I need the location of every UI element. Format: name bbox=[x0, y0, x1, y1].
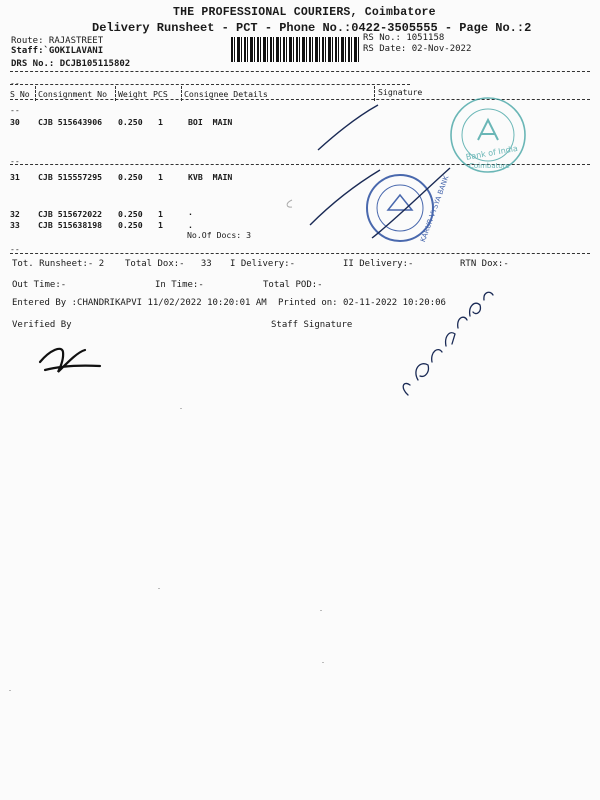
staff-label: Staff:`GOKILAVANI bbox=[11, 46, 104, 56]
bank-of-india-stamp bbox=[451, 98, 525, 172]
row-divider bbox=[10, 164, 590, 165]
row-consignment: CJB 515638198 bbox=[38, 220, 103, 230]
row-details: KVB MAIN bbox=[188, 172, 233, 182]
col-sep-3 bbox=[181, 86, 182, 101]
col-header-details: Consignee Details bbox=[184, 89, 268, 99]
col-sep-2 bbox=[115, 86, 116, 101]
row-pcs: 1 bbox=[158, 209, 163, 219]
total-runsheet: Tot. Runsheet:- 2 bbox=[12, 259, 105, 269]
boi-stamp-city: Coimbatore bbox=[469, 162, 510, 170]
col-header-sno: S No bbox=[10, 89, 30, 99]
table-bottom-divider bbox=[10, 253, 590, 254]
row-details: BOI MAIN bbox=[188, 117, 233, 127]
staff-signature-label: Staff Signature bbox=[271, 320, 353, 330]
signature-stroke-row31 bbox=[310, 168, 450, 238]
i-delivery: I Delivery:- bbox=[230, 259, 296, 269]
company-title: THE PROFESSIONAL COURIERS, Coimbatore bbox=[173, 6, 436, 19]
row-weight: 0.250 bbox=[118, 172, 143, 182]
verified-by: Verified By bbox=[12, 320, 72, 330]
col-sep-4 bbox=[374, 86, 375, 101]
col-header-signature: Signature bbox=[378, 87, 423, 97]
entered-by: Entered By :CHANDRIKAPVI 11/02/2022 10:20:01 AM bbox=[12, 298, 267, 308]
row-consignment: CJB 515672022 bbox=[38, 209, 103, 219]
runsheet-subtitle: Delivery Runsheet - PCT - Phone No.:0422-3505555 - Page No.:2 bbox=[92, 21, 532, 35]
row-sno: 33 bbox=[10, 220, 20, 230]
row-pcs: 1 bbox=[158, 117, 163, 127]
row-weight: 0.250 bbox=[118, 117, 143, 127]
row-marks: -- bbox=[10, 244, 20, 254]
kvb-stamp-text: KARUR VYSYA BANK bbox=[419, 174, 451, 244]
divider-top-2 bbox=[10, 84, 410, 85]
scan-speck bbox=[320, 610, 322, 611]
in-time: In Time:- bbox=[155, 280, 204, 290]
header-underline bbox=[10, 99, 590, 100]
row-marks: -- bbox=[10, 105, 20, 115]
ii-delivery: II Delivery:- bbox=[343, 259, 414, 269]
scan-speck bbox=[9, 690, 11, 691]
row-consignment: CJB 515643906 bbox=[38, 117, 103, 127]
karur-vysya-stamp bbox=[367, 174, 451, 243]
row-pcs: 1 bbox=[158, 172, 163, 182]
signature-stroke-row30 bbox=[318, 105, 378, 150]
printed-on: Printed on: 02-11-2022 10:20:06 bbox=[278, 298, 446, 308]
divider-dash-marks: -- bbox=[10, 78, 20, 88]
scan-speck bbox=[158, 588, 160, 589]
out-time: Out Time:- bbox=[12, 280, 67, 290]
row-details: . bbox=[188, 207, 193, 217]
rtn-dox: RTN Dox:- bbox=[460, 259, 509, 269]
boi-stamp-text: Bank of India bbox=[465, 143, 519, 162]
row-weight: 0.250 bbox=[118, 209, 143, 219]
col-header-pcs: PCS bbox=[153, 89, 168, 99]
scan-speck bbox=[180, 408, 182, 409]
row-consignment: CJB 515557295 bbox=[38, 172, 103, 182]
row-pcs: 1 bbox=[158, 220, 163, 230]
verified-signature bbox=[40, 349, 100, 372]
docs-count: No.Of Docs: 3 bbox=[187, 230, 252, 240]
drs-number: DRS No.: DCJB105115802 bbox=[11, 59, 131, 69]
total-dox: Total Dox:- 33 bbox=[125, 259, 212, 269]
col-sep-1 bbox=[35, 86, 36, 101]
total-pod: Total POD:- bbox=[263, 280, 323, 290]
barcode bbox=[231, 37, 359, 62]
route-label: Route: RAJASTREET bbox=[11, 36, 104, 46]
row-marks: -- bbox=[10, 156, 20, 166]
row-details: . bbox=[188, 220, 193, 230]
row-weight: 0.250 bbox=[118, 220, 143, 230]
small-mark bbox=[287, 200, 292, 207]
col-header-weight: Weight bbox=[118, 89, 148, 99]
row-sno: 30 bbox=[10, 117, 20, 127]
divider-top bbox=[10, 71, 590, 72]
row-sno: 31 bbox=[10, 172, 20, 182]
rs-date: RS Date: 02-Nov-2022 bbox=[363, 44, 472, 54]
col-header-consignment: Consignment No bbox=[38, 89, 108, 99]
scan-speck bbox=[322, 662, 324, 663]
row-sno: 32 bbox=[10, 209, 20, 219]
rs-number: RS No.: 1051158 bbox=[363, 33, 445, 43]
